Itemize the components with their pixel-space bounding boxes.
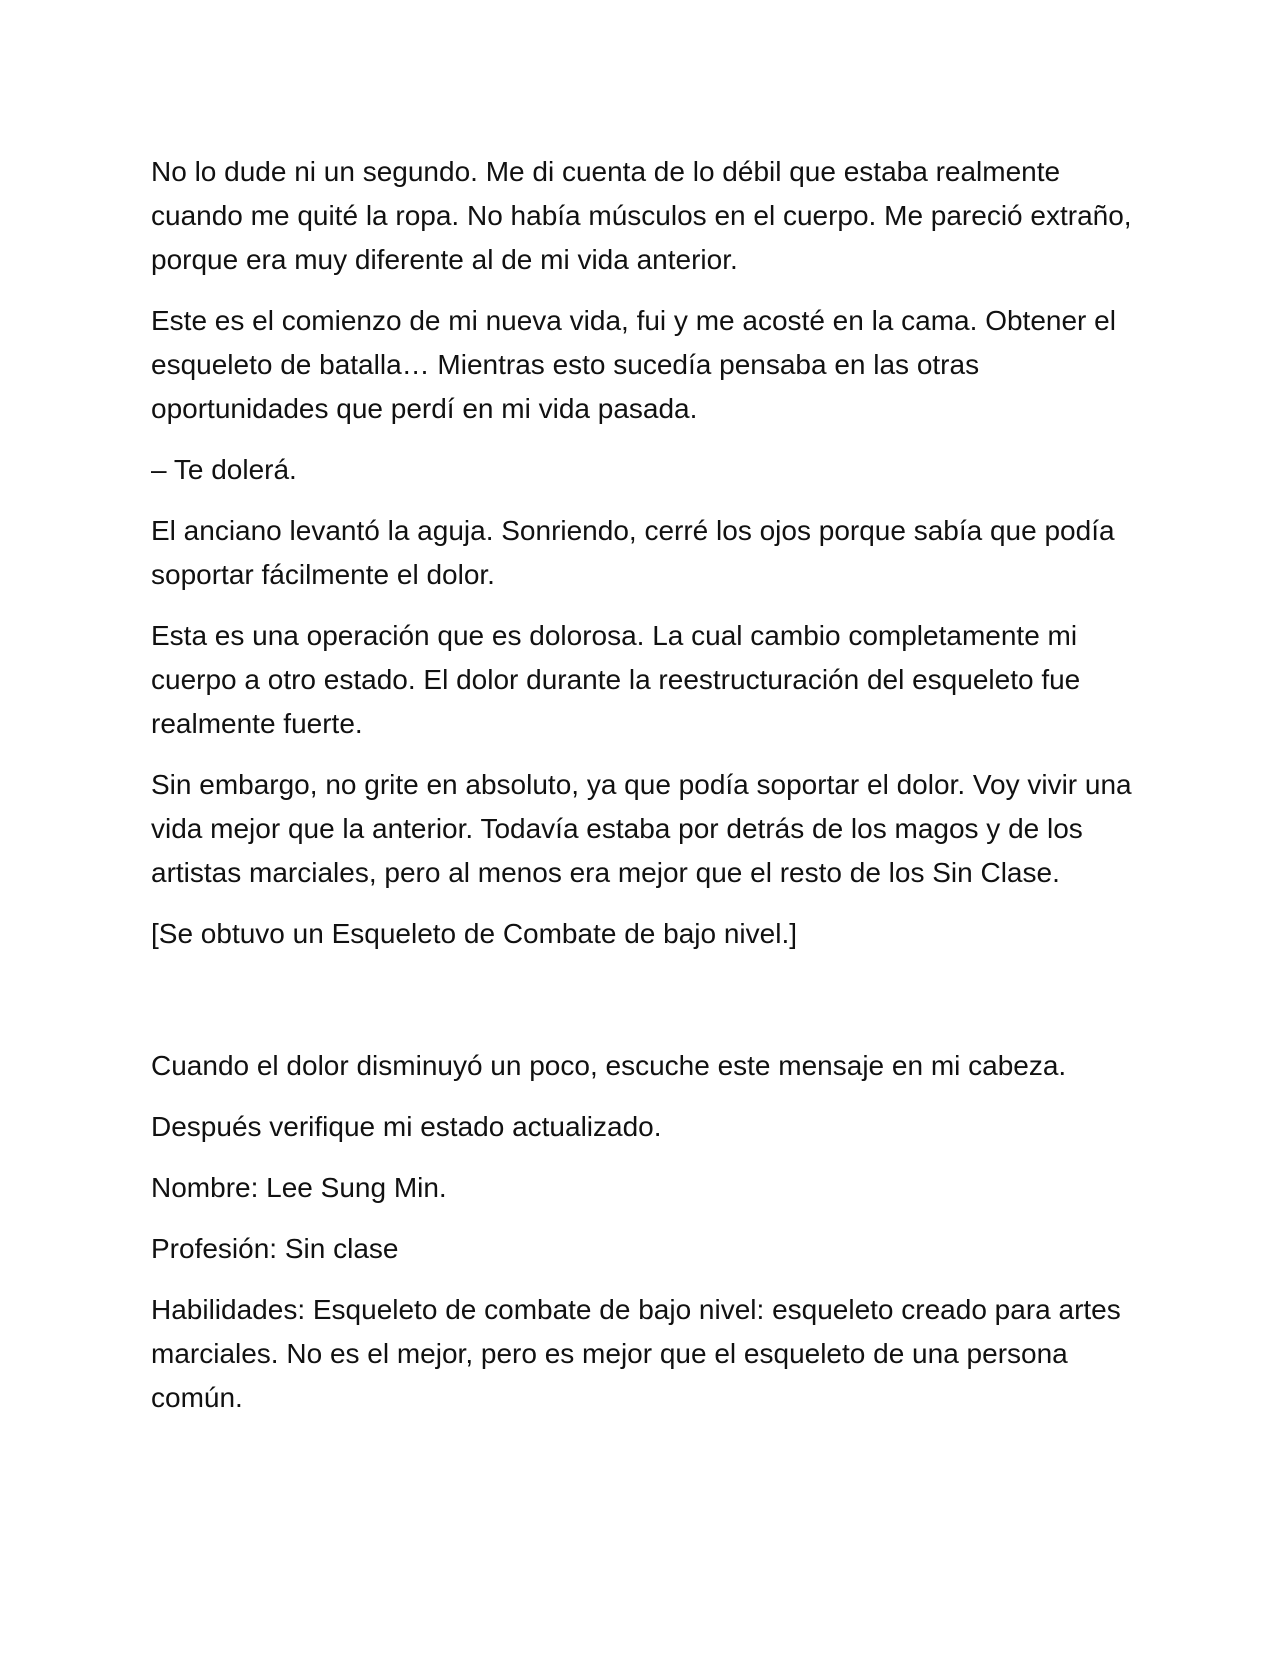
paragraph: Cuando el dolor disminuyó un poco, escuche este mensaje en mi cabeza. [151,1050,1067,1081]
paragraph: Este es el comienzo de mi nueva vida, fui y me acosté en la cama. Obtener el esqueleto de batalla… Mientras esto sucedía pensaba en las otras oportunidades que perdí en mi vida pasada. [151,305,1116,424]
dialogue-line: – Te dolerá. [151,454,297,485]
paragraph: El anciano levantó la aguja. Sonriendo, cerré los ojos porque sabía que podía soportar fácilmente el dolor. [151,515,1115,590]
status-skills: Habilidades: Esqueleto de combate de bajo nivel: esqueleto creado para artes marciales. No es el mejor, pero es mejor que el esqueleto de una persona común. [151,1294,1121,1413]
status-name: Nombre: Lee Sung Min. [151,1172,447,1203]
paragraph: No lo dude ni un segundo. Me di cuenta de lo débil que estaba realmente cuando me quité la ropa. No había músculos en el cuerpo. Me pareció extraño, porque era muy diferente al de mi vida anterior. [151,156,1132,275]
document-body [151,150,1141,1437]
status-profession: Profesión: Sin clase [151,1233,399,1264]
paragraph: Sin embargo, no grite en absoluto, ya que podía soportar el dolor. Voy vivir una vida mejor que la anterior. Todavía estaba por detrás de los magos y de los artistas marciales, pero al menos era mejor que el resto de los Sin Clase. [151,769,1132,888]
system-message: [Se obtuvo un Esqueleto de Combate de bajo nivel.] [151,918,797,949]
paragraph: Esta es una operación que es dolorosa. La cual cambio completamente mi cuerpo a otro estado. El dolor durante la reestructuración del esqueleto fue realmente fuerte. [151,620,1081,739]
paragraph: Después verifique mi estado actualizado. [151,1111,662,1142]
